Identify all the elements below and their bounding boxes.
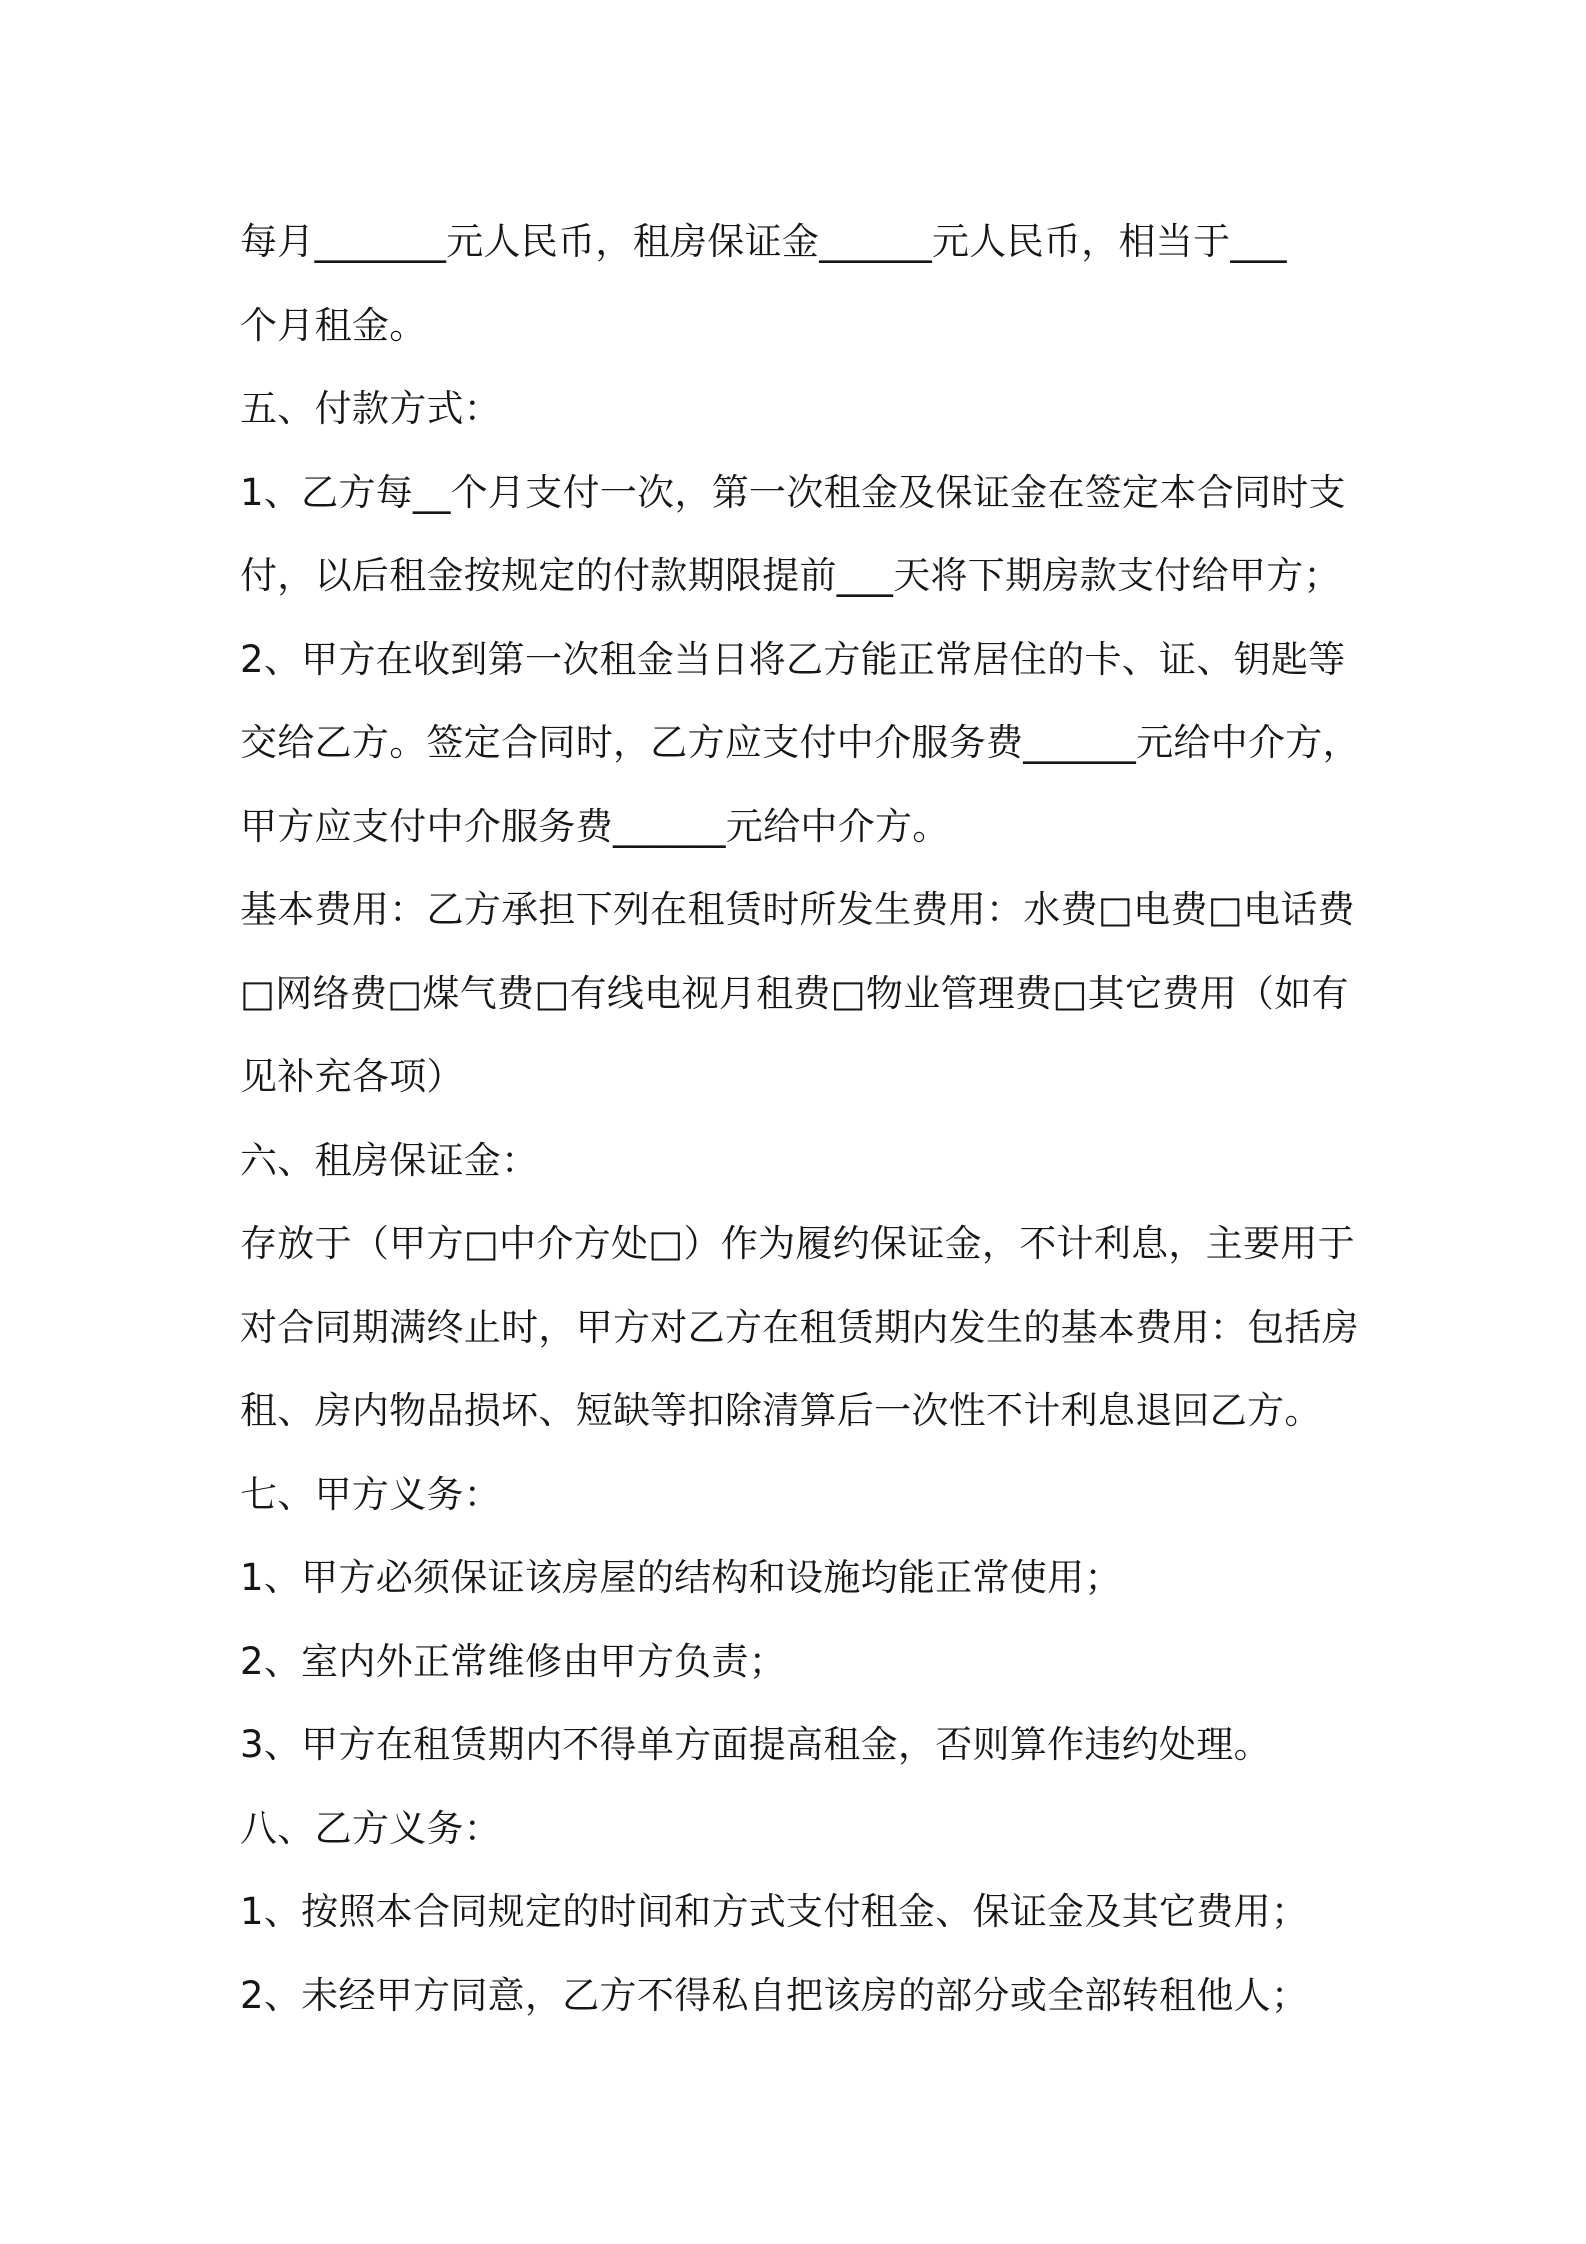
- text-line: 每月_______元人民币，租房保证金______元人民币，相当于___: [240, 220, 1287, 263]
- text-line: 2、甲方在收到第一次租金当日将乙方能正常居住的卡、证、钥匙等: [240, 637, 1346, 681]
- text-line: 1、乙方每__个月支付一次，第一次租金及保证金在签定本合同时支: [240, 470, 1346, 514]
- text-line: 付，以后租金按规定的付款期限提前___天将下期房款支付给甲方；: [240, 554, 1341, 597]
- text-line: 交给乙方。签定合同时，乙方应支付中介服务费______元给中介方，: [240, 721, 1360, 764]
- text-line: □网络费□煤气费□有线电视月租费□物业管理费□其它费用（如有: [240, 971, 1349, 1015]
- text-line: 甲方应支付中介服务费______元给中介方。: [240, 804, 950, 848]
- section-heading: 七、甲方义务：: [240, 1472, 502, 1516]
- text-line: 见补充各项）: [240, 1055, 464, 1098]
- text-line: 3、甲方在租赁期内不得单方面提高租金，否则算作违约处理。: [240, 1723, 1271, 1766]
- section-heading: 五、付款方式：: [240, 387, 502, 430]
- text-line: 1、甲方必须保证该房屋的结构和设施均能正常使用；: [240, 1556, 1122, 1599]
- text-line: 1、按照本合同规定的时间和方式支付租金、保证金及其它费用；: [240, 1890, 1309, 1933]
- document-body: [240, 200, 1365, 2037]
- section-heading: 六、租房保证金：: [240, 1138, 539, 1182]
- text-line: 2、室内外正常维修由甲方负责；: [240, 1639, 787, 1683]
- text-line: 2、未经甲方同意，乙方不得私自把该房的部分或全部转租他人；: [240, 1973, 1309, 2017]
- text-line: 个月租金。: [240, 303, 427, 347]
- section-heading: 八、乙方义务：: [240, 1806, 502, 1850]
- text-line: 对合同期满终止时，甲方对乙方在租赁期内发生的基本费用：包括房: [240, 1305, 1359, 1349]
- text-line: 租、房内物品损坏、短缺等扣除清算后一次性不计利息退回乙方。: [240, 1389, 1322, 1432]
- text-line: 基本费用：乙方承担下列在租赁时所发生费用：水费□电费□电话费: [240, 888, 1355, 931]
- text-line: 存放于（甲方□中介方处□）作为履约保证金，不计利息，主要用于: [240, 1222, 1355, 1265]
